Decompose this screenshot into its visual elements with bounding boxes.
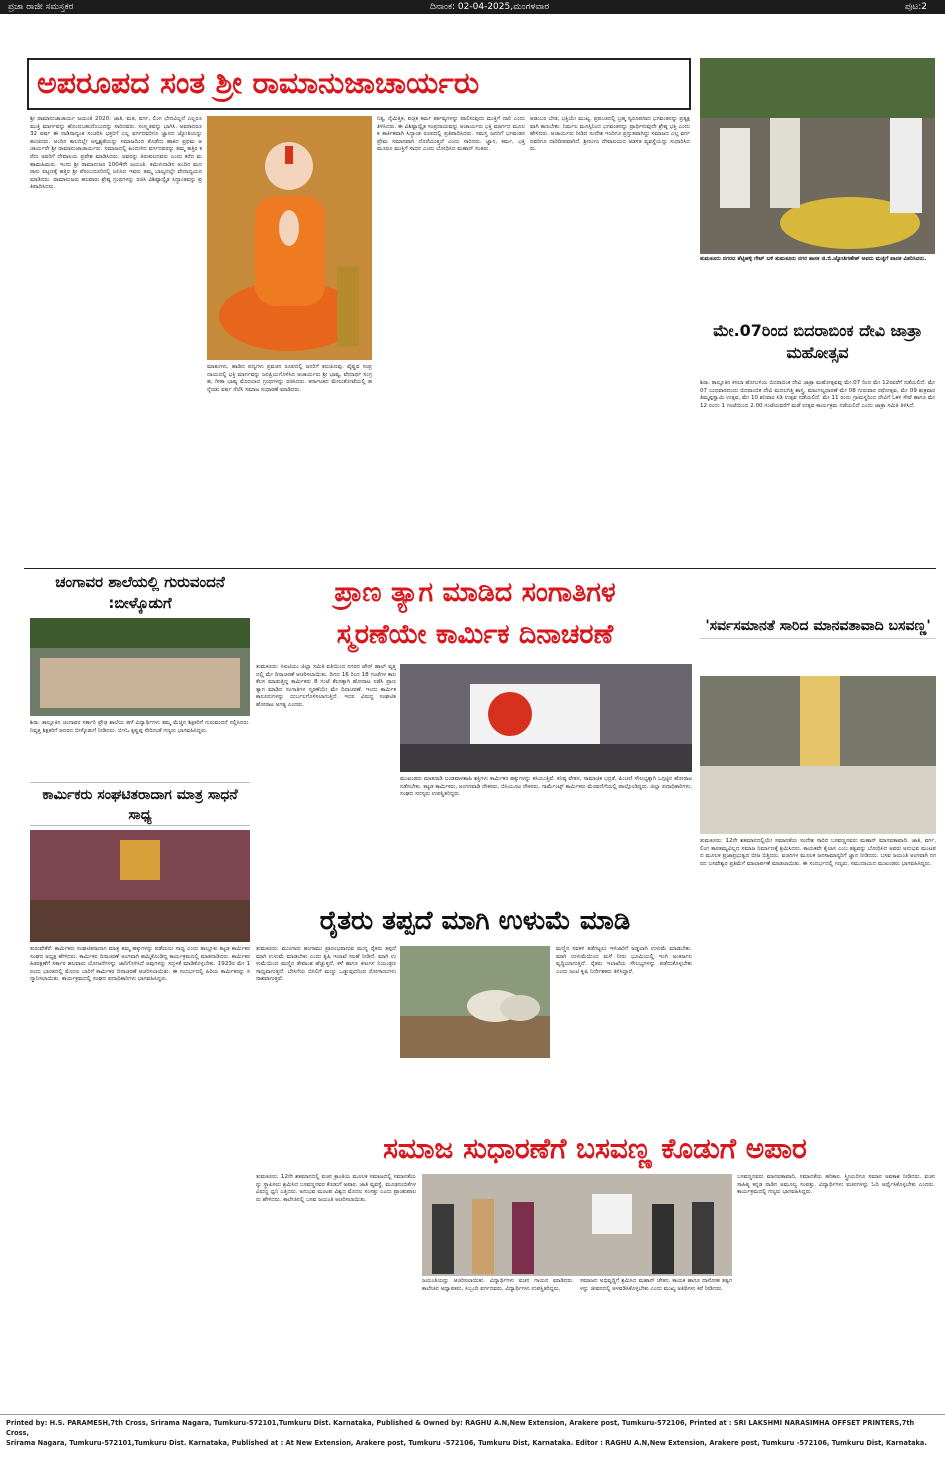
social-reform-headline: ಸಮಾಜ ಸುಧಾರಣೆಗೆ ಬಸವಣ್ಣ ಕೊಡುಗೆ ಅಪಾರ <box>383 1132 807 1165</box>
farmers-headline-box <box>254 900 696 944</box>
mayday-rally-photo <box>400 664 692 772</box>
buttermilk-photo-caption: ತುಮಕೂರು ನಗರದ ಶೆಟ್ಟಿಹಳ್ಳಿ ಗೇಟ್ ಬಳಿ ತುಮಕೂರು ನಗರ ಶಾಸಕ ಜಿ.ಬಿ.ಜ್ಯೋತಿಗಣೇಶ್ ಅವರು ಮಜ್ಜಿಗೆ ಪಾನಕ ವಿತರಿಸಿದರು. <box>700 256 927 262</box>
basava-equality-headline: 'ಸರ್ವಸಮಾನತೆ ಸಾರಿದ ಮಾನವತಾವಾದಿ ಬಸವಣ್ಣ' <box>700 614 936 639</box>
mayday-column-2: ಮುಖಂಡರು ಮಾತನಾಡಿ ಬಂಡವಾಳಶಾಹಿ ಶಕ್ತಿಗಳು ಕಾರ್ಮಿಕರ ಹಕ್ಕುಗಳನ್ನು ಕಸಿಯುತ್ತಿವೆ. ಕನಿಷ್ಠ ವೇತನ, ಸಾಮಾಜಿಕ ಭದ್ರತೆ, ಪಿಂಚಣಿ ಸೌಲಭ್ಯಕ್ಕಾಗಿ ಒಗ್ಗಟ್ಟಿನ ಹೋರಾಟ ನಡೆಸಬೇಕು. ಕಟ್ಟಡ ಕಾರ್ಮಿಕರು, ಅಂಗನವಾಡಿ ನೌಕರರು, ಬಿಸಿಯೂಟ ನೌಕರರು, ಗಾರ್ಮೆಂಟ್ಸ್ ಕಾರ್ಮಿಕರು ಮೆರವಣಿಗೆಯಲ್ಲಿ ಪಾಲ್ಗೊಂಡಿದ್ದರು. ಜಿಲ್ಲಾ ಪದಾಧಿಕಾರಿಗಳು, ಸಂಘದ ಸದಸ್ಯರು ಉಪಸ್ಥಿತರಿದ್ದರು. <box>400 776 692 798</box>
stage-illustration <box>30 830 250 942</box>
mayday-column-1: ತುಮಕೂರು: ಸಿಐಟಿಯು ಜಿಲ್ಲಾ ಸಮಿತಿ ವತಿಯಿಂದ ನಗರದ ಟೌನ್ ಹಾಲ್ ವೃತ್ತದಲ್ಲಿ ಮೇ ದಿನಾಚರಣೆ ಆಚರಿಸಲಾಯಿತು. ದಿನದ 16 ರಿಂದ 18 ಗಂಟೆಗಳ ಕಾಲ ಕೆಲಸ ಮಾಡುತ್ತಿದ್ದ ಕಾರ್ಮಿಕರು 8 ಗಂಟೆ ಕೆಲಸಕ್ಕಾಗಿ ಹೋರಾಟ ನಡೆಸಿ ಪ್ರಾಣ ತ್ಯಾಗ ಮಾಡಿದ ಸಂಗಾತಿಗಳ ಸ್ಮರಣೆಯೇ ಮೇ ದಿನಾಚರಣೆ. ಇಂದು ಕಾರ್ಮಿಕ ಕಾನೂನುಗಳನ್ನು ದುರ್ಬಲಗೊಳಿಸಲಾಗುತ್ತಿದೆ. ಇದರ ವಿರುದ್ಧ ಸಂಘಟಿತ ಹೋರಾಟ ಅಗತ್ಯ ಎಂದರು. <box>256 664 396 708</box>
school-body: ಶಿರಾ: ತಾಲ್ಲೂಕಿನ ಚಂಗಾವರ ಸರ್ಕಾರಿ ಪ್ರೌಢ ಶಾಲೆಯ ಹಳೆ ವಿದ್ಯಾರ್ಥಿಗಳು ತಮ್ಮ ಮೆಚ್ಚಿನ ಶಿಕ್ಷಕರಿಗೆ ಗುರುವಂದನೆ ಸಲ್ಲಿಸಿದರು. ನಿವೃತ್ತ ಶಿಕ್ಷಕರಿಗೆ ಆದರದ ಬೀಳ್ಕೊಡುಗೆ ನೀಡಿದರು. ಬಿಇಓ ಕೃಷ್ಣಪ್ಪ ಸೇರಿದಂತೆ ಗಣ್ಯರು ಭಾಗವಹಿಸಿದ್ದರು. <box>30 720 250 734</box>
workers-stage-photo <box>30 830 250 942</box>
mayday-headline-line-2: ಸ್ಮರಣೆಯೇ ಕಾರ್ಮಿಕ ದಿನಾಚರಣೆ <box>336 619 614 650</box>
social-reform-column-2: ಜಯಂತಿಯನ್ನು ಆಚರಿಸಲಾಯಿತು. ವಿದ್ಯಾರ್ಥಿಗಳು ವಚನ ಗಾಯನ ಮಾಡಿದರು. ಕಾಲೇಜಿನ ಅಧ್ಯಾಪಕರು, ಸಿಬ್ಬಂದಿ ವರ್ಗದವರು, ವಿದ್ಯಾರ್ಥಿಗಳು ಉಪಸ್ಥಿತರಿದ್ದರು. <box>422 1278 574 1292</box>
farmers-column-1: ತುಮಕೂರು: ಮುಂಗಾರು ಹಂಗಾಮು ಪ್ರಾರಂಭವಾಗುವ ಮುನ್ನ ರೈತರು ತಪ್ಪದೆ ಮಾಗಿ ಉಳುಮೆ ಮಾಡಬೇಕು ಎಂದು ಕೃಷಿ ಇಲಾಖೆ ಸಲಹೆ ನೀಡಿದೆ. ಮಾಗಿ ಉಳುಮೆಯಿಂದ ಮಣ್ಣಿನ ತೇವಾಂಶ ಹೆಚ್ಚುತ್ತದೆ, ಕಳೆ ಹಾಗೂ ಕೀಟಗಳ ನಿಯಂತ್ರಣ ಸಾಧ್ಯವಾಗುತ್ತದೆ. ಬೇಸಿಗೆಯ ಬಿಸಿಲಿಗೆ ಮಣ್ಣು ಒಡ್ಡುವುದರಿಂದ ರೋಗಾಣುಗಳು ನಾಶವಾಗುತ್ತವೆ. <box>256 946 396 983</box>
jatra-body: ಶಿರಾ: ತಾಲ್ಲೂಕಿನ ಕಸಬಾ ಹೋಬಳಿಯ ಬಿದರಾಬಿಂಕ ದೇವಿ ಜಾತ್ರಾ ಮಹೋತ್ಸವವು ಮೇ.07 ರಿಂದ ಮೇ 12ರವರೆಗೆ ನಡೆಯಲಿದೆ. ಮೇ 07 ಬುಧವಾರದಂದು ಬಿದರಾಂಬಿಕ ದೇವಿ ಮದಲಗಿತ್ತಿ ಶಾಸ್ತ್ರ, ಮಾಂಗಲ್ಯಧಾರಣೆ ಮೇ 08 ಗುರುವಾರ ರಥೋತ್ಸವ, ಮೇ 09 ಶುಕ್ರವಾರ ತಿಮ್ಮಪ್ಪಸ್ವಾಮಿ ಉತ್ಸವ, ಮೇ 10 ಶನಿವಾರ ಸಿಡಿ ಉತ್ಸವ ನಡೆಯಲಿದೆ. ಮೇ 11 ರಂದು ಗ್ರಾಮಸ್ಥರಿಂದ ದೇವಿಗೆ ಓಕಳಿ ಸೇವೆ ಹಾಗೂ ಮೇ 12 ರಂದು 1 ಗಂಟೆಯಿಂದ 2.00 ಗಂಟೆಯವರೆಗೆ ಮಡೆ ಉತ್ಸವ ಕಾರ್ಯಕ್ರಮ ನಡೆಯಲಿದೆ ಎಂದು ಜಾತ್ರಾ ಸಮಿತಿ ತಿಳಿಸಿದೆ. <box>700 380 935 409</box>
imprint-line-2: Srirama Nagara, Tumkuru-572101,Tumkuru Dist. Karnataka, Published at : At New Extension, Arakere post, Tumkuru -572106, Tumkuru Dist, Karnataka. Editor : RAGHU A.N,New Extension, Arakere post, Tumkuru -572106, Tumkuru Dist, Karnataka. <box>6 1439 927 1447</box>
imprint-line-1: Printed by: H.S. PARAMESH,7th Cross, Srirama Nagara, Tumkuru-572101,Tumkuru Dist. Karnataka, Published & Owned by: RAGHU A.N,New Extension, Arakere post, Tumkuru-572106, Printed at : SRI LAKSHMI NARASIMHA OFFSET PRINTERS,7th Cross, <box>6 1419 915 1437</box>
masthead-bar <box>0 0 945 14</box>
rally-illustration <box>400 664 692 772</box>
college-event-photo <box>422 1174 732 1276</box>
imprint-footer <box>0 1414 945 1458</box>
workers-headline-box <box>30 782 250 826</box>
farmers-headline: ರೈತರು ತಪ್ಪದೆ ಮಾಗಿ ಉಳುಮೆ ಮಾಡಿ <box>319 906 631 936</box>
mayday-headline-line-1: ಪ್ರಾಣ ತ್ಯಾಗ ಮಾಡಿದ ಸಂಗಾತಿಗಳ <box>334 577 616 608</box>
college-group-illustration <box>422 1174 732 1276</box>
jatra-headline-box <box>700 314 935 372</box>
crowd-illustration <box>700 58 935 254</box>
social-reform-column-1: ತುಮಕೂರು: 12ನೇ ಶತಮಾನದಲ್ಲಿ ವಚನ ಕ್ರಾಂತಿಯ ಮೂಲಕ ಸಮಾಜದಲ್ಲಿ ಸಮಾನತೆಯನ್ನು ಸ್ಥಾಪಿಸಲು ಶ್ರಮಿಸಿದ ಬಸವಣ್ಣನವರ ಕೊಡುಗೆ ಅಪಾರ. ಜಾತಿ ವ್ಯವಸ್ಥೆ, ಮೂಢನಂಬಿಕೆಗಳ ವಿರುದ್ಧ ಧ್ವನಿ ಎತ್ತಿದರು. ಅನುಭವ ಮಂಟಪ ವಿಶ್ವದ ಮೊದಲ ಸಂಸತ್ತು ಎಂದು ಪ್ರಾಂಶುಪಾಲರು ಹೇಳಿದರು. ಕಾಲೇಜಿನಲ್ಲಿ ಬಸವ ಜಯಂತಿ ಆಚರಿಸಲಾಯಿತು. <box>256 1174 416 1203</box>
ramanuja-column-3: ನಿತ್ಯ, ನೈಮಿತ್ತಿಕ, ಐಚ್ಛಿಕ ಕರ್ಮ ಕರ್ತವ್ಯಗಳನ್ನು ಪಾಲಿಸುವುದು ಮುಕ್ತಿಗೆ ದಾರಿ ಎಂದು ತಿಳಿಸಿದರು. ಈ ವಿಶಿಷ್ಟಾದ್ವೈತ ಸಂಪ್ರದಾಯವನ್ನು ಆಚಾರ್ಯರು ಭಕ್ತಿ ಮಾರ್ಗದ ಮೂಲಕ ತಾರ್ಕಿಕವಾಗಿ ಸಿದ್ಧಾಂತ ರೂಪದಲ್ಲಿ ಪ್ರತಿಪಾದಿಸಿದರು. ಸಮಸ್ತ ಜನರಿಗೆ ಭಗವಂತನ ಪ್ರೇಮ ಸಮಾನವಾಗಿ ದೊರೆಯುತ್ತದೆ ಎಂದು ಸಾರಿದರು. ಜ್ಞಾನ, ಕರ್ಮ, ಭಕ್ತಿ ಮೂರೂ ಮುಕ್ತಿಗೆ ಸಾಧನ ಎಂದು ಬೋಧಿಸಿದ ಮಹಾನ್ ಸಂತರು. <box>377 116 525 153</box>
statue-illustration <box>700 676 936 834</box>
group-illustration <box>30 618 250 716</box>
basava-equality-headline-box <box>700 614 936 672</box>
school-headline-box <box>30 572 250 616</box>
social-reform-column-3: ಸಮಾಜದ ಅಭಿವೃದ್ಧಿಗೆ ಶ್ರಮಿಸಿದ ಮಹಾನ್ ಚೇತನ. ಕಾಯಕ ಹಾಗೂ ದಾಸೋಹ ತತ್ವಗಳನ್ನು ಜೀವನದಲ್ಲಿ ಅಳವಡಿಸಿಕೊಳ್ಳಬೇಕು ಎಂದು ಮುಖ್ಯ ಅತಿಥಿಗಳು ಕರೆ ನೀಡಿದರು. <box>580 1278 732 1292</box>
ramanuja-column-4: ಆಡಂಬರ ಬೇಡ, ಭಕ್ತಿಯೇ ಮುಖ್ಯ. ಪ್ರಪಂಚದಲ್ಲಿ ಬ್ರಹ್ಮ ಸ್ವರೂಪನಾದ ಭಗವಂತನನ್ನು ಪ್ರತ್ಯಕ್ಷವಾಗಿ ಕಾಣಬೇಕು. ನಿರ್ಮಲ ಮನಸ್ಸಿನಿಂದ ಭಗವಂತನನ್ನು ಪ್ರಾರ್ಥಿಸುವುದೇ ಶ್ರೇಷ್ಠ ಭಕ್ತಿ ಎಂದು ಹೇಳಿದರು. ಆಚಾರ್ಯರು ನೀಡಿದ ಸಂದೇಶ ಇಂದಿಗೂ ಪ್ರಸ್ತುತವಾಗಿದ್ದು ಸಮಾಜದ ಎಲ್ಲ ವರ್ಗದವರಿಗೂ ದಾರಿದೀಪವಾಗಿದೆ. ಶ್ರೀರಂಗಂ ದೇವಾಲಯದ ಆಡಳಿತ ವ್ಯವಸ್ಥೆಯನ್ನು ಸುಧಾರಿಸಿದರು. <box>530 116 690 153</box>
paper-name: ಪ್ರಜಾ ರಾಜೀ ಸಮಸ್ತಕರ <box>8 2 74 12</box>
mayday-headline-box <box>254 572 696 662</box>
ramanuja-column-2: ಮಾತುಗಳು, ಹಾಡಿದ ಪದ್ಯಗಳು ಪ್ರವಚನ ರೂಪದಲ್ಲಿ ಜನರಿಗೆ ತಲುಪಿದವು. ವೈಷ್ಣವ ಸಂಪ್ರದಾಯದಲ್ಲಿ ಭಕ್ತಿ ಮಾರ್ಗವನ್ನು ಜನಪ್ರಿಯಗೊಳಿಸಿದ ಆಚಾರ್ಯರು ಶ್ರೀ ಭಾಷ್ಯ, ವೇದಾರ್ಥ ಸಂಗ್ರಹ, ಗೀತಾ ಭಾಷ್ಯ ಮೊದಲಾದ ಗ್ರಂಥಗಳನ್ನು ರಚಿಸಿದರು. ಕರ್ನಾಟಕದ ಮೇಲುಕೋಟೆಯಲ್ಲಿ ಹನ್ನೆರಡು ವರ್ಷ ನೆಲೆಸಿ ಸಮಾಜ ಸುಧಾರಣೆ ಮಾಡಿದರು. <box>207 364 372 393</box>
ramanuja-headline: ಅಪರೂಪದ ಸಂತ ಶ್ರೀ ರಾಮಾನುಜಾಚಾರ್ಯರು <box>37 66 480 101</box>
school-headline: ಚಂಗಾವರ ಶಾಲೆಯಲ್ಲಿ ಗುರುವಂದನೆ :ಬೀಳ್ಕೊಡುಗೆ <box>55 573 225 612</box>
basava-statue-photo <box>700 676 936 834</box>
ramanuja-column-1: ಶ್ರೀ ರಾಮಾನುಜಾಚಾರ್ಯ ಜಯಂತಿ 2020: ಜಾತಿ, ಮತ, ವರ್ಗ, ಲಿಂಗ ಭೇದವಿಲ್ಲದೆ ಎಲ್ಲರೂ ಮುಕ್ತಿ ಮಾರ್ಗವನ್ನು ಹೊಂದಬಹುದೆಂಬುದನ್ನು ಸಾರಿದವರು. ಸಂಸ್ಕೃತವನ್ನು ಭಾಗಿಸಿ. ಅವರಾದರೂ 32 ವರ್ಷ ಈ ನಾಡಿನಾದ್ಯಂತ ಸಂಚರಿಸಿ ಭಕ್ತರಿಗೆ ಎಲ್ಲ ವರ್ಗದವರಿಗೂ ಜ್ಞಾನದ ಜ್ಯೋತಿಯನ್ನು ಹಂಚಿದರು. ಅಂದಿನ ಕಾಲದಲ್ಲೇ ಅಸ್ಪೃಶ್ಯತೆಯನ್ನು ಸಮಾಜದಿಂದ ತೊಡೆದು ಹಾಕಿದ ಪ್ರಥಮ ಆಚಾರ್ಯರೇ ಶ್ರೀ ರಾಮಾನುಜಾಚಾರ್ಯರು. ಸಮಾಜದಲ್ಲಿ ಹಿಂದುಳಿದ ವರ್ಗದವರನ್ನು ತಮ್ಮ ಹತ್ತಿರ ಕರೆದು ಅವರಿಗೆ ದೇವಾಲಯ ಪ್ರವೇಶ ಮಾಡಿಸಿದರು. ಅವರನ್ನು ತಿರುಕುಲದವರು ಎಂದು ಕರೆದ ಮಹಾಮಹಿಮರು. ಇಂದು ಶ್ರೀ ರಾಮಾನುಜರ 1004ನೇ ಜಯಂತಿ. ತಮಿಳುನಾಡಿನ ಅಂದಿನ ಮದರಾಸು ಪಟ್ಟಣಕ್ಕೆ ಹತ್ತಿರ ಶ್ರೀ ಪೆರಂಬದೂರಿನಲ್ಲಿ ಜನಿಸಿದ ಇವರು ತಮ್ಮ ಬಾಲ್ಯದಲ್ಲೇ ವೇದಾಧ್ಯಯನ ಮಾಡಿದರು. ರಾಮಾನುಜರು ಹಲವಾರು ಶ್ರೇಷ್ಠ ಗ್ರಂಥಗಳನ್ನು ರಚಿಸಿ ವಿಶಿಷ್ಟಾದ್ವೈತ ಸಿದ್ಧಾಂತವನ್ನು ಪ್ರತಿಪಾದಿಸಿದರು. <box>30 116 202 191</box>
jatra-headline: ಮೇ.07ರಿಂದ ಬಿದರಾಬಿಂಕ ದೇವಿ ಜಾತ್ರಾ ಮಹೋತ್ಸವ <box>713 321 922 362</box>
issue-date: ದಿನಾಂಕ: 02-04-2025,ಮಂಗಳವಾರ <box>430 2 550 12</box>
ploughing-photo <box>400 946 550 1058</box>
school-group-photo <box>30 618 250 716</box>
social-reform-column-4: ಬಸವಣ್ಣನವರು ಮಾನವತಾವಾದಿ, ಸಮಾನತೆಯ ಹರಿಕಾರ. ಸ್ತ್ರೀಯರಿಗೂ ಸಮಾನ ಅವಕಾಶ ನೀಡಿದರು. ವಚನ ಸಾಹಿತ್ಯ ಕನ್ನಡ ನಾಡಿನ ಅಮೂಲ್ಯ ಸಂಪತ್ತು. ವಿದ್ಯಾರ್ಥಿಗಳು ವಚನಗಳನ್ನು ಓದಿ ಅರ್ಥೈಸಿಕೊಳ್ಳಬೇಕು ಎಂದರು. ಕಾರ್ಯಕ್ರಮದಲ್ಲಿ ಗಣ್ಯರು ಭಾಗವಹಿಸಿದ್ದರು. <box>737 1174 935 1196</box>
workers-headline: ಕಾರ್ಮಿಕರು ಸಂಘಟಿತರಾದಾಗ ಮಾತ್ರ ಸಾಧನೆ ಸಾಧ್ಯ <box>42 787 238 823</box>
basava-equality-body: ತುಮಕೂರು: 12ನೇ ಶತಮಾನದಲ್ಲಿಯೇ ಸಮಾನತೆಯ ಸಂದೇಶ ಸಾರಿದ ಬಸವಣ್ಣನವರು ಮಹಾನ್ ಮಾನವತಾವಾದಿ. ಜಾತಿ, ವರ್ಗ, ಲಿಂಗ ತಾರತಮ್ಯವಿಲ್ಲದ ಸಮಾಜ ನಿರ್ಮಾಣಕ್ಕೆ ಶ್ರಮಿಸಿದರು. ಕಾಯಕವೇ ಕೈಲಾಸ ಎಂಬ ತತ್ವವನ್ನು ಬೋಧಿಸಿದ ಅವರು ಅನುಭವ ಮಂಟಪದ ಮೂಲಕ ಪ್ರಜಾಪ್ರಭುತ್ವದ ಬೀಜ ಬಿತ್ತಿದರು. ವಚನಗಳ ಮೂಲಕ ಜನಸಾಮಾನ್ಯರಿಗೆ ಜ್ಞಾನ ನೀಡಿದರು. ಬಸವ ಜಯಂತಿ ಅಂಗವಾಗಿ ನಗರದ ಬಸವೇಶ್ವರ ಪ್ರತಿಮೆಗೆ ಮಾಲಾರ್ಪಣೆ ಮಾಡಲಾಯಿತು. ಈ ಸಂದರ್ಭದಲ್ಲಿ ಗಣ್ಯರು, ಸಮುದಾಯದ ಮುಖಂಡರು ಭಾಗವಹಿಸಿದ್ದರು. <box>700 838 936 867</box>
ramanuja-headline-box <box>27 58 691 110</box>
page-number: ಪುಟ:2 <box>905 2 927 12</box>
farmers-column-2: ಮಣ್ಣಿನ ಸವಕಳಿ ತಡೆಗಟ್ಟಲು ಇಳಿಜಾರಿಗೆ ಅಡ್ಡಲಾಗಿ ಉಳುಮೆ ಮಾಡಬೇಕು. ಮಾಗಿ ಉಳುಮೆಯಿಂದ ಮಳೆ ನೀರು ಭೂಮಿಯಲ್ಲಿ ಇಂಗಿ ಅಂತರ್ಜಲ ವೃದ್ಧಿಯಾಗುತ್ತದೆ. ರೈತರು ಇಲಾಖೆಯ ಸೌಲಭ್ಯಗಳನ್ನು ಪಡೆದುಕೊಳ್ಳಬೇಕು ಎಂದು ಜಂಟಿ ಕೃಷಿ ನಿರ್ದೇಶಕರು ತಿಳಿಸಿದ್ದಾರೆ. <box>556 946 692 975</box>
social-reform-headline-box <box>254 1128 936 1172</box>
section-divider <box>24 568 936 569</box>
ramanuja-portrait <box>207 116 372 360</box>
ox-plough-illustration <box>400 946 550 1058</box>
saint-illustration <box>207 116 372 360</box>
workers-body: ತುರುವೇಕೆರೆ: ಕಾರ್ಮಿಕರು ಸಂಘಟಿತರಾದಾಗ ಮಾತ್ರ ತಮ್ಮ ಹಕ್ಕುಗಳನ್ನು ಪಡೆಯಲು ಸಾಧ್ಯ ಎಂದು ತಾಲ್ಲೂಕು ಕಟ್ಟಡ ಕಾರ್ಮಿಕರ ಸಂಘದ ಅಧ್ಯಕ್ಷ ಹೇಳಿದರು. ಕಾರ್ಮಿಕರ ದಿನಾಚರಣೆ ಅಂಗವಾಗಿ ಹಮ್ಮಿಕೊಂಡಿದ್ದ ಕಾರ್ಯಕ್ರಮದಲ್ಲಿ ಮಾತನಾಡಿದರು. ಕಾರ್ಮಿಕರ ಹಿತರಕ್ಷಣೆಗೆ ಸರ್ಕಾರ ಹಲವಾರು ಯೋಜನೆಗಳನ್ನು ಜಾರಿಗೊಳಿಸಿದೆ ಅವುಗಳನ್ನು ಸದ್ಬಳಕೆ ಮಾಡಿಕೊಳ್ಳಬೇಕು. 1923ರ ಮೇ 1 ರಂದು ಭಾರತದಲ್ಲಿ ಮೊದಲ ಬಾರಿಗೆ ಕಾರ್ಮಿಕರ ದಿನಾಚರಣೆ ಆಚರಿಸಲಾಯಿತು. ಈ ಸಂದರ್ಭದಲ್ಲಿ ಹಿರಿಯ ಕಾರ್ಮಿಕರನ್ನು ಸನ್ಮಾನಿಸಲಾಯಿತು. ಕಾರ್ಯಕ್ರಮದಲ್ಲಿ ಸಂಘದ ಪದಾಧಿಕಾರಿಗಳು ಭಾಗವಹಿಸಿದ್ದರು. <box>30 946 250 983</box>
buttermilk-distribution-photo <box>700 58 935 254</box>
